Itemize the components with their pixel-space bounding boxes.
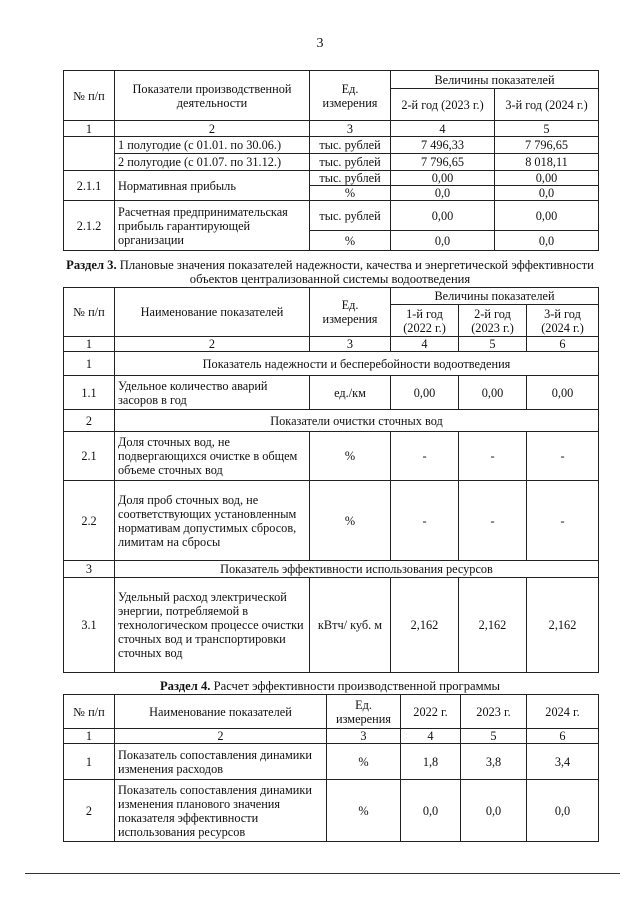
row-value: 0,0 [527, 780, 599, 842]
header-num: № п/п [64, 695, 115, 729]
table-row [64, 744, 599, 780]
header-year: 2023 г. [461, 695, 527, 729]
row-value: 7 796,65 [495, 137, 599, 154]
row-value: - [459, 432, 527, 481]
row-unit: ед./км [310, 376, 391, 410]
row-value: 0,00 [391, 376, 459, 410]
section4-heading [60, 679, 600, 693]
header-unit: Ед. измерения [310, 71, 391, 121]
row-unit: % [327, 744, 401, 780]
table-row [64, 481, 599, 561]
colnum: 4 [401, 729, 461, 744]
header-name: Наименование показателей [115, 695, 327, 729]
table-row [64, 171, 599, 186]
header-num: № п/п [64, 71, 115, 121]
row-num: 2.2 [64, 481, 115, 561]
table-row [64, 432, 599, 481]
row-name: 2 полугодие (с 01.07. по 31.12.) [115, 154, 310, 171]
group-title: Показатели очистки сточных вод [115, 410, 599, 432]
footer-divider [25, 873, 620, 874]
row-name: Показатель сопоставления динамики изменения расходов [115, 744, 327, 780]
header-values: Величины показателей [391, 71, 599, 89]
row-value: 0,00 [391, 201, 495, 231]
row-num: 2.1.1 [64, 171, 115, 201]
row-value: 0,00 [391, 171, 495, 186]
production-activity-table [63, 70, 599, 251]
row-value: - [391, 432, 459, 481]
header-year3: 3-й год (2024 г.) [495, 89, 599, 121]
group-row [64, 352, 599, 376]
header-year2: 2-й год (2023 г.) [459, 305, 527, 337]
row-value: 3,8 [461, 744, 527, 780]
table-row [64, 376, 599, 410]
row-name: Удельный расход электрической энергии, потребляемой в технологическом процессе очистки сточных вод и транспортировки сточных вод [115, 578, 310, 673]
section4-title: Расчет эффективности производственной программы [213, 679, 500, 693]
header-num: № п/п [64, 288, 115, 337]
colnum: 6 [527, 337, 599, 352]
row-unit: тыс. рублей [310, 137, 391, 154]
colnum: 5 [461, 729, 527, 744]
row-name: Доля проб сточных вод, не соответствующих установленным нормативам допустимых сбросов, лимитам на сбросы [115, 481, 310, 561]
colnum: 5 [495, 121, 599, 137]
row-value: 0,0 [391, 186, 495, 201]
row-num: 1 [64, 744, 115, 780]
colnum: 1 [64, 121, 115, 137]
row-value: 0,0 [401, 780, 461, 842]
table-row [64, 780, 599, 842]
row-unit: % [310, 186, 391, 201]
colnum: 1 [64, 729, 115, 744]
section3-title: Плановые значения показателей надежности, качества и энергетической эффективности объектов централизованной системы водоотведения [119, 258, 594, 286]
row-value: 2,162 [527, 578, 599, 673]
row-value: 0,00 [495, 201, 599, 231]
row-value: 1,8 [401, 744, 461, 780]
group-num: 2 [64, 410, 115, 432]
row-value: 0,00 [527, 376, 599, 410]
colnum: 3 [310, 121, 391, 137]
header-name: Наименование показателей [115, 288, 310, 337]
row-value: - [527, 432, 599, 481]
row-num: 2 [64, 780, 115, 842]
colnum: 3 [327, 729, 401, 744]
row-name: Нормативная прибыль [115, 171, 310, 201]
row-value: 8 018,11 [495, 154, 599, 171]
row-unit: тыс. рублей [310, 171, 391, 186]
row-value: 0,0 [391, 231, 495, 251]
header-year2: 2-й год (2023 г.) [391, 89, 495, 121]
table-row [64, 154, 599, 171]
row-value: 2,162 [391, 578, 459, 673]
row-value: 3,4 [527, 744, 599, 780]
section4-label: Раздел 4. [159, 679, 211, 693]
row-name: Показатель сопоставления динамики изменения планового значения показателя эффективности использования ресурсов [115, 780, 327, 842]
colnum: 2 [115, 729, 327, 744]
row-name: Расчетная предпринимательская прибыль гарантирующей организации [115, 201, 310, 251]
row-value: 0,0 [495, 186, 599, 201]
colnum: 1 [64, 337, 115, 352]
group-title: Показатель надежности и бесперебойности водоотведения [115, 352, 599, 376]
group-row [64, 410, 599, 432]
colnum: 5 [459, 337, 527, 352]
colnum: 4 [391, 337, 459, 352]
row-name: 1 полугодие (с 01.01. по 30.06.) [115, 137, 310, 154]
reliability-table [63, 287, 599, 673]
header-year3: 3-й год (2024 г.) [527, 305, 599, 337]
group-num: 3 [64, 561, 115, 578]
page-number: 3 [316, 36, 324, 51]
table-row [64, 201, 599, 231]
row-unit: тыс. рублей [310, 154, 391, 171]
efficiency-table [63, 694, 599, 842]
header-year: 2022 г. [401, 695, 461, 729]
row-unit: % [310, 231, 391, 251]
row-num: 2.1 [64, 432, 115, 481]
row-num: 3.1 [64, 578, 115, 673]
table-row [64, 137, 599, 154]
row-value: 0,0 [461, 780, 527, 842]
colnum: 2 [115, 337, 310, 352]
header-unit: Ед. измерения [327, 695, 401, 729]
row-value: 0,00 [495, 171, 599, 186]
row-unit: % [310, 432, 391, 481]
table-row [64, 578, 599, 673]
header-unit: Ед. измерения [310, 288, 391, 337]
header-year: 2024 г. [527, 695, 599, 729]
row-unit: % [327, 780, 401, 842]
colnum: 6 [527, 729, 599, 744]
section3-label: Раздел 3. [66, 258, 117, 272]
row-num: 1.1 [64, 376, 115, 410]
header-year1: 1-й год (2022 г.) [391, 305, 459, 337]
row-value: 7 796,65 [391, 154, 495, 171]
colnum: 2 [115, 121, 310, 137]
row-value: 7 496,33 [391, 137, 495, 154]
group-num: 1 [64, 352, 115, 376]
row-value: - [459, 481, 527, 561]
header-indicator: Показатели производственной деятельности [115, 71, 310, 121]
row-name: Доля сточных вод, не подвергающихся очистке в общем объеме сточных вод [115, 432, 310, 481]
row-value: 0,00 [459, 376, 527, 410]
row-value: 2,162 [459, 578, 527, 673]
group-title: Показатель эффективности использования ресурсов [115, 561, 599, 578]
colnum: 4 [391, 121, 495, 137]
row-unit: кВтч/ куб. м [310, 578, 391, 673]
row-value: 0,0 [495, 231, 599, 251]
header-values: Величины показателей [391, 288, 599, 305]
row-num [64, 137, 115, 171]
group-row [64, 561, 599, 578]
row-num: 2.1.2 [64, 201, 115, 251]
colnum: 3 [310, 337, 391, 352]
row-value: - [527, 481, 599, 561]
section3-heading [60, 258, 600, 286]
row-unit: тыс. рублей [310, 201, 391, 231]
row-value: - [391, 481, 459, 561]
row-unit: % [310, 481, 391, 561]
row-name: Удельное количество аварий засоров в год [115, 376, 310, 410]
